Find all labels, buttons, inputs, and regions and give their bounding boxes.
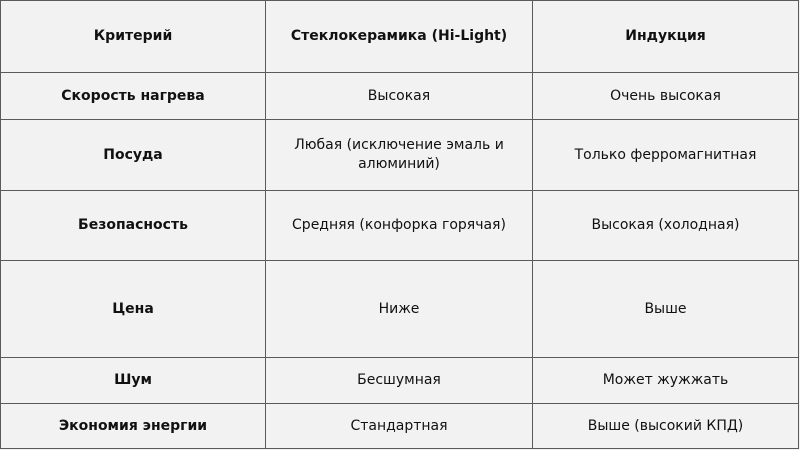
header-induction: Индукция (533, 1, 799, 73)
glass-ceramic-cell: Высокая (266, 73, 533, 120)
glass-ceramic-cell: Ниже (266, 261, 533, 358)
criterion-cell: Экономия энергии (1, 404, 266, 449)
table-row (1, 261, 799, 358)
table-row (1, 120, 799, 191)
table-row (1, 404, 799, 449)
table-row (1, 191, 799, 261)
table-row (1, 358, 799, 404)
table-row (1, 73, 799, 120)
induction-cell: Выше (высокий КПД) (533, 404, 799, 449)
criterion-cell: Скорость нагрева (1, 73, 266, 120)
induction-cell: Может жужжать (533, 358, 799, 404)
induction-cell: Только ферромагнитная (533, 120, 799, 191)
induction-cell: Выше (533, 261, 799, 358)
criterion-cell: Цена (1, 261, 266, 358)
header-criterion: Критерий (1, 1, 266, 73)
header-glass-ceramic: Стеклокерамика (Hi-Light) (266, 1, 533, 73)
criterion-cell: Шум (1, 358, 266, 404)
criterion-cell: Посуда (1, 120, 266, 191)
table-header-row (1, 1, 799, 73)
glass-ceramic-cell: Любая (исключение эмаль и алюминий) (266, 120, 533, 191)
criterion-cell: Безопасность (1, 191, 266, 261)
glass-ceramic-cell: Стандартная (266, 404, 533, 449)
induction-cell: Высокая (холодная) (533, 191, 799, 261)
glass-ceramic-cell: Бесшумная (266, 358, 533, 404)
glass-ceramic-cell: Средняя (конфорка горячая) (266, 191, 533, 261)
induction-cell: Очень высокая (533, 73, 799, 120)
